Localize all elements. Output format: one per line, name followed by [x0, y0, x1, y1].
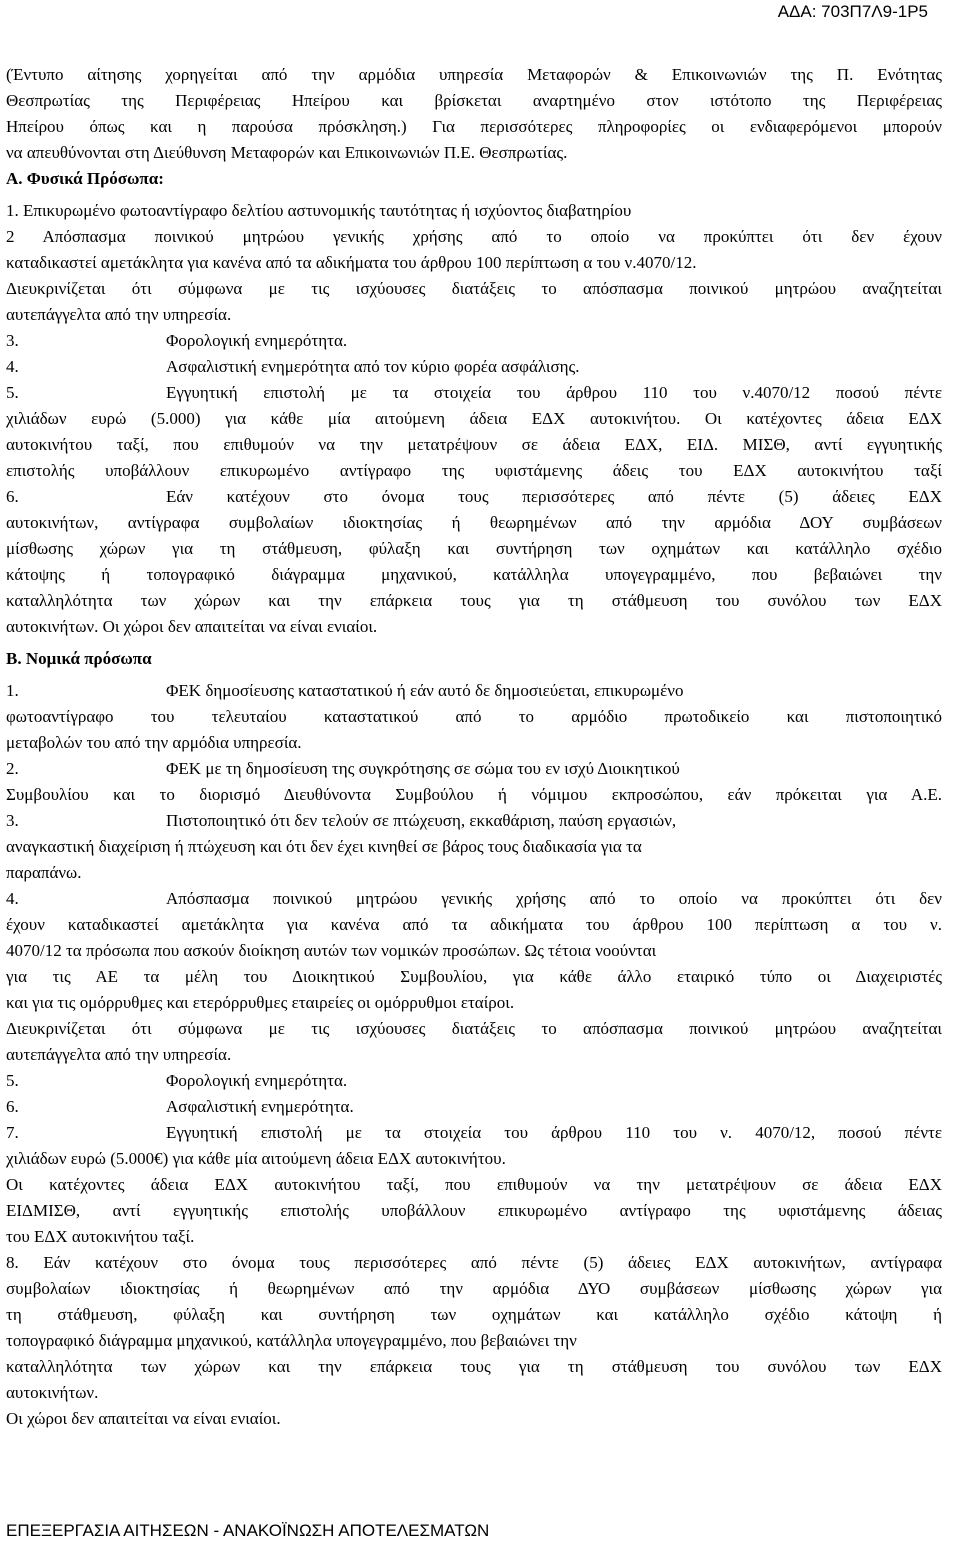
- list-number: 3.: [6, 811, 19, 830]
- text-line: [6, 354, 942, 380]
- document-ada-code: ΑΔΑ: 703Π7Λ9-1Ρ5: [777, 2, 928, 21]
- text-line: αυτοκινήτων, αντίγραφα συμβολαίων ιδιοκτησίας ή θεωρημένων από την αρμόδια ΔΟΥ συμβάσεων: [6, 513, 942, 532]
- text-line: επιστολής υποβάλλουν επικυρωμένο αντίγραφο της υφιστάμενης άδεις του ΕΔΧ αυτοκινήτου ταξί: [6, 461, 942, 480]
- list-item-text: Εγγυητική επιστολή με τα στοιχεία του άρθρου 110 του ν. 4070/12, ποσού πέντε: [166, 1123, 942, 1142]
- text-line: 8. Εάν κατέχουν στο όνομα τους περισσότερες από πέντε (5) άδειες ΕΔΧ αυτοκινήτων, αντίγραφα: [6, 1253, 942, 1272]
- list-number: 3.: [6, 331, 19, 350]
- text-line: να απευθύνονται στη Διεύθυνση Μεταφορών και Επικοινωνιών Π.Ε. Θεσπρωτίας.: [6, 143, 568, 162]
- text-line: καταλληλότητα των χώρων και την επάρκεια τους για τη στάθμευση του συνόλου των ΕΔΧ: [6, 591, 942, 610]
- list-item-text: ΦΕΚ με τη δημοσίευση της συγκρότησης σε σώμα του εν ισχύ Διοικητικού: [166, 759, 680, 778]
- text-line: [6, 328, 942, 354]
- list-item-text: Εάν κατέχουν στο όνομα τους περισσότερες από πέντε (5) άδειες ΕΔΧ: [166, 487, 942, 506]
- list-item-text: Εγγυητική επιστολή με τα στοιχεία του άρθρου 110 του ν.4070/12 ποσού πέντε: [166, 383, 942, 402]
- text-line: [6, 808, 942, 834]
- list-number: 4.: [6, 357, 19, 376]
- list-item-text: Φορολογική ενημερότητα.: [166, 331, 348, 350]
- text-line: [6, 678, 942, 704]
- text-line: Διευκρινίζεται ότι σύμφωνα με τις ισχύουσες διατάξεις το απόσπασμα ποινικού μητρώου αναζητείται: [6, 1019, 942, 1038]
- text-line: (Έντυπο αίτησης χορηγείται από την αρμόδια υπηρεσία Μεταφορών & Επικοινωνιών της Π. Ενότητας: [6, 65, 942, 84]
- list-number: 1.: [6, 681, 19, 700]
- text-line: για τις ΑΕ τα μέλη του Διοικητικού Συμβουλίου, για κάθε άλλο εταιρικό τύπο οι Διαχειριστές: [6, 967, 942, 986]
- document-body: [6, 62, 942, 1432]
- text-line: κάτοψης ή τοπογραφικό διάγραμμα μηχανικού, κατάλληλα υπογεγραμμένο, που βεβαιώνει την: [6, 565, 942, 584]
- text-line: καταδικαστεί αμετάκλητα για κανένα από τα αδικήματα του άρθρου 100 περίπτωση α του ν.4070/12.: [6, 253, 697, 272]
- list-number: 6.: [6, 487, 19, 506]
- text-line: [6, 756, 942, 782]
- text-line: [6, 1094, 942, 1120]
- list-number: 4.: [6, 889, 19, 908]
- text-line: αυτεπάγγελτα από την υπηρεσία.: [6, 305, 232, 324]
- text-line: τη στάθμευση, φύλαξη και συντήρηση των οχημάτων και κατάλληλο σχέδιο κάτοψη ή: [6, 1305, 942, 1324]
- text-line: 4070/12 τα πρόσωπα που ασκούν διοίκηση αυτών των νομικών προσώπων. Ως τέτοια νοούνται: [6, 941, 657, 960]
- section-heading-footer: ΕΠΕΞΕΡΓΑΣΙΑ ΑΙΤΗΣΕΩΝ - ΑΝΑΚΟΪΝΩΣΗ ΑΠΟΤΕΛΕΣΜΑΤΩΝ: [6, 1521, 490, 1540]
- text-line: [6, 1120, 942, 1146]
- text-line: αυτοκινήτων.: [6, 1383, 99, 1402]
- text-line: καταλληλότητα των χώρων και την επάρκεια τους για τη στάθμευση του συνόλου των ΕΔΧ: [6, 1357, 942, 1376]
- text-line: παραπάνω.: [6, 863, 82, 882]
- text-line: [6, 484, 942, 510]
- text-line: [6, 886, 942, 912]
- text-line: χιλιάδων ευρώ (5.000€) για κάθε μία αιτούμενη άδεια ΕΔΧ αυτοκινήτου.: [6, 1149, 506, 1168]
- text-line: μεταβολών του από την αρμόδια υπηρεσία.: [6, 733, 302, 752]
- text-line: μίσθωσης χώρων για τη στάθμευση, φύλαξη και συντήρηση των οχημάτων και κατάλληλο σχέδιο: [6, 539, 942, 558]
- text-line: τοπογραφικό διάγραμμα μηχανικού, κατάλληλα υπογεγραμμένο, που βεβαιώνει την: [6, 1331, 577, 1350]
- text-line: Συμβουλίου και το διορισμό Διευθύνοντα Συμβούλου ή νόμιμου εκπροσώπου, εάν πρόκειται για Α.Ε.: [6, 785, 942, 804]
- list-number: 7.: [6, 1123, 19, 1142]
- list-number: 5.: [6, 383, 19, 402]
- text-line: 1. Επικυρωμένο φωτοαντίγραφο δελτίου αστυνομικής ταυτότητας ή ισχύοντος διαβατηρίου: [6, 201, 632, 220]
- text-line: Θεσπρωτίας της Περιφέρειας Ηπείρου και βρίσκεται αναρτημένο στον ιστότοπο της Περιφέρειας: [6, 91, 942, 110]
- list-number: 5.: [6, 1071, 19, 1090]
- list-item-text: ΦΕΚ δημοσίευσης καταστατικού ή εάν αυτό δε δημοσιεύεται, επικυρωμένο: [166, 681, 684, 700]
- section-heading: Β. Νομικά πρόσωπα: [6, 649, 152, 668]
- text-line: [6, 1068, 942, 1094]
- text-line: [6, 380, 942, 406]
- text-line: αυτοκινήτων. Οι χώροι δεν απαιτείται να είναι ενιαίοι.: [6, 617, 378, 636]
- text-line: αυτοκινήτου ταξί, που επιθυμούν να την μετατρέψουν σε άδεια ΕΔΧ, ΕΙΔ. ΜΙΣΘ, αντί εγγυητικής: [6, 435, 942, 454]
- list-item-text: Ασφαλιστική ενημερότητα από τον κύριο φορέα ασφάλισης.: [166, 357, 580, 376]
- text-line: Διευκρινίζεται ότι σύμφωνα με τις ισχύουσες διατάξεις το απόσπασμα ποινικού μητρώου αναζητείται: [6, 279, 942, 298]
- text-line: αυτεπάγγελτα από την υπηρεσία.: [6, 1045, 232, 1064]
- list-number: 2.: [6, 759, 19, 778]
- text-line: Οι χώροι δεν απαιτείται να είναι ενιαίοι.: [6, 1409, 281, 1428]
- text-line: ΕΙΔΜΙΣΘ, αντί εγγυητικής επιστολής υποβάλλουν επικυρωμένο αντίγραφο της υφιστάμενης άδειας: [6, 1201, 942, 1220]
- text-line: Ηπείρου όπως και η παρούσα πρόσκληση.) Για περισσότερες πληροφορίες οι ενδιαφερόμενοι μπορούν: [6, 117, 942, 136]
- list-item-text: Πιστοποιητικό ότι δεν τελούν σε πτώχευση, εκκαθάριση, παύση εργασιών,: [166, 811, 677, 830]
- text-line: συμβολαίων ιδιοκτησίας ή θεωρημένων από την αρμόδια ΔΥΟ συμβάσεων μίσθωσης χώρων για: [6, 1279, 942, 1298]
- list-item-text: Απόσπασμα ποινικού μητρώου γενικής χρήσης από το οποίο να προκύπτει ότι δεν: [166, 889, 942, 908]
- list-item-text: Φορολογική ενημερότητα.: [166, 1071, 348, 1090]
- text-line: φωτοαντίγραφο του τελευταίου καταστατικού από το αρμόδιο πρωτοδικείο και πιστοποιητικό: [6, 707, 942, 726]
- text-line: και για τις ομόρρυθμες και ετερόρρυθμες εταιρείες οι ομόρρυθμοι εταίροι.: [6, 993, 515, 1012]
- text-line: του ΕΔΧ αυτοκινήτου ταξί.: [6, 1227, 195, 1246]
- section-heading: Α. Φυσικά Πρόσωπα:: [6, 169, 164, 188]
- list-number: 6.: [6, 1097, 19, 1116]
- list-item-text: Ασφαλιστική ενημερότητα.: [166, 1097, 354, 1116]
- text-line: Οι κατέχοντες άδεια ΕΔΧ αυτοκινήτου ταξί, που επιθυμούν να την μετατρέψουν σε άδεια ΕΔΧ: [6, 1175, 942, 1194]
- text-line: έχουν καταδικαστεί αμετάκλητα για κανένα από τα αδικήματα του άρθρου 100 περίπτωση α του ν.: [6, 915, 942, 934]
- text-line: 2 Απόσπασμα ποινικού μητρώου γενικής χρήσης από το οποίο να προκύπτει ότι δεν έχουν: [6, 227, 942, 246]
- text-line: αναγκαστική διαχείριση ή πτώχευση και ότι δεν έχει κινηθεί σε βάρος τους διαδικασία για τα: [6, 837, 642, 856]
- text-line: χιλιάδων ευρώ (5.000) για κάθε μία αιτούμενη άδεια ΕΔΧ αυτοκινήτου. Οι κατέχοντες άδεια ΕΔΧ: [6, 409, 942, 428]
